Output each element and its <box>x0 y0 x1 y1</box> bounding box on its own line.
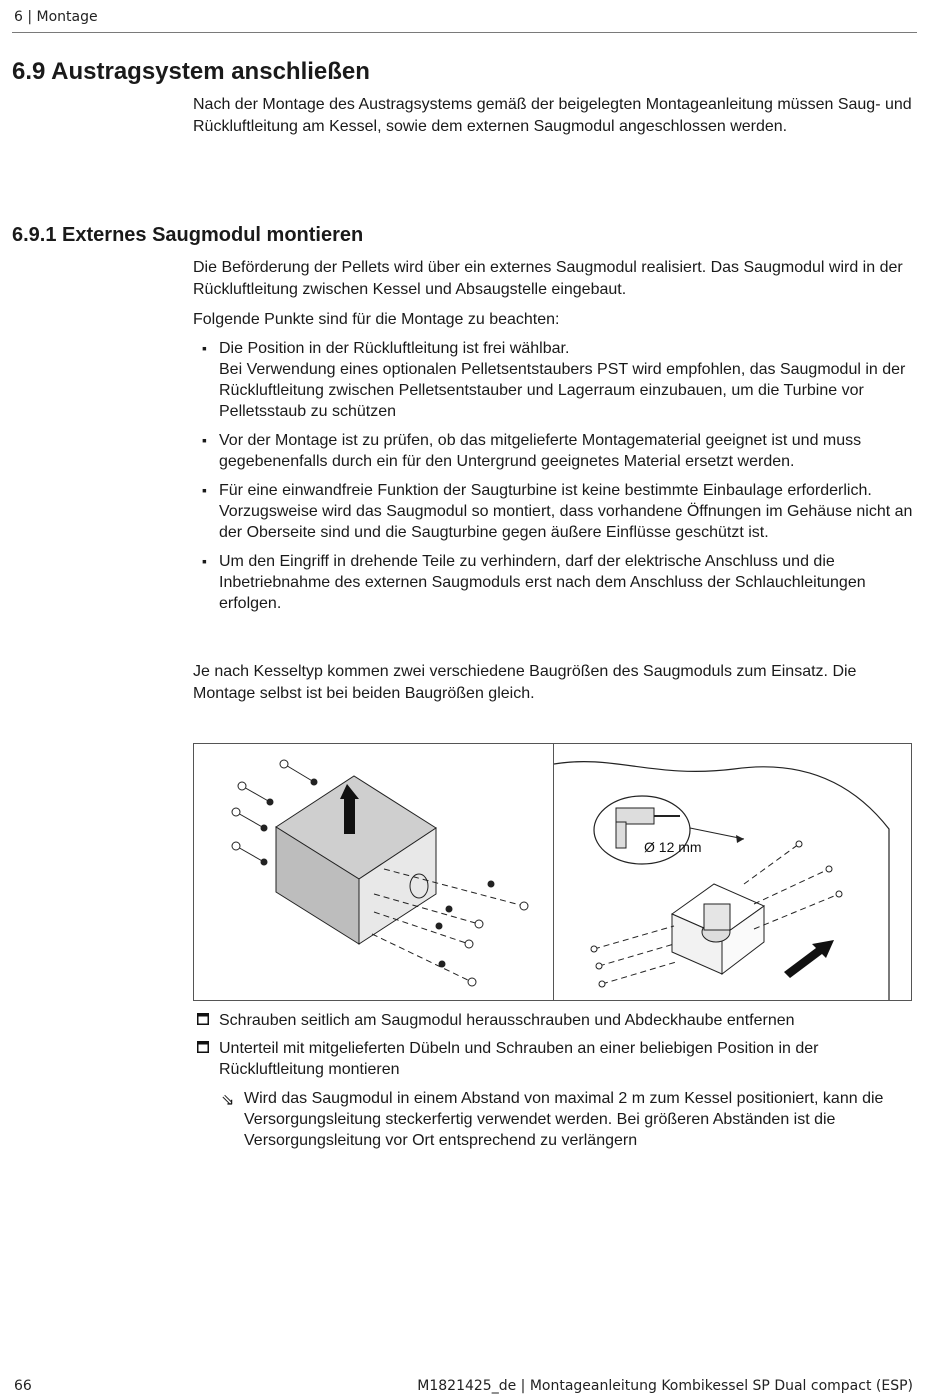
instruction-steps <box>193 1010 918 1087</box>
bullet-marker: ▪ <box>202 482 207 498</box>
list-item <box>193 338 918 422</box>
list-item <box>193 430 918 472</box>
result-arrow-icon: ⇘ <box>221 1092 235 1109</box>
list-item-text: Bei Verwendung eines optionalen Pelletsentstaubers PST wird empfohlen, das Saugmodul in der Rückluftleitung zwischen Pelletsentstauber und Lagerraum einzubauen, um die Turbine vor Pelletsstaub zu schützen <box>219 361 906 420</box>
bullet-marker: ▪ <box>202 432 207 448</box>
subsection-paragraph-1: Die Beförderung der Pellets wird über ein externes Saugmodul realisiert. Das Saugmodul wird in der Rückluftleitung zwischen Kessel und Absaugstelle eingebaut. <box>193 259 903 298</box>
step-text: Schrauben seitlich am Saugmodul herausschrauben und Abdeckhaube entfernen <box>219 1012 795 1029</box>
bullet-marker: ▪ <box>202 340 207 356</box>
step-text: Unterteil mit mitgelieferten Dübeln und Schrauben an einer beliebigen Position in der Rückluftleitung montieren <box>219 1040 819 1078</box>
list-item <box>193 480 918 543</box>
result-text: Wird das Saugmodul in einem Abstand von maximal 2 m zum Kessel positioniert, kann die Versorgungsleitung steckerfertig verwendet werden. Bei größeren Abständen ist die Versorgungsleitung vor Ort entsprechend zu verlängern <box>244 1090 884 1149</box>
subsection-paragraph-3: Je nach Kesseltyp kommen zwei verschiedene Baugrößen des Saugmoduls zum Einsatz. Die Montage selbst ist bei beiden Baugrößen gleich. <box>193 663 857 702</box>
list-item-text: Um den Eingriff in drehende Teile zu verhindern, darf der elektrische Anschluss und die Inbetriebnahme des externen Saugmoduls erst nach dem Anschluss der Schlauchleitungen erfolgen. <box>219 553 866 612</box>
step-item <box>193 1038 918 1080</box>
notes-list <box>193 338 918 622</box>
checkbox-icon <box>197 1013 209 1025</box>
section-intro: Nach der Montage des Austragsystems gemäß der beigelegten Montageanleitung müssen Saug- und Rückluftleitung am Kessel, sowie dem externen Saugmodul angeschlossen werden. <box>193 96 912 135</box>
list-item <box>193 551 918 614</box>
list-item-text: Die Position in der Rückluftleitung ist frei wählbar. <box>219 340 570 357</box>
drill-diameter-label: Ø 12 mm <box>644 839 702 855</box>
page-number: 66 <box>14 1378 32 1394</box>
list-item-text: Für eine einwandfreie Funktion der Saugturbine ist keine bestimmte Einbaulage erforderlich. Vorzugsweise wird das Saugmodul so montiert, dass vorhandene Öffnungen im Gehäuse nicht an der Oberseite sind und die Saugturbine gegen äußere Einflüsse geschützt ist. <box>219 482 913 541</box>
installation-figure <box>193 743 912 1001</box>
document-title: M1821425_de | Montageanleitung Kombikessel SP Dual compact (ESP) <box>417 1378 913 1394</box>
cover-removal-illustration <box>194 744 552 1000</box>
base-mounting-illustration <box>554 744 912 1000</box>
list-item-text: Vor der Montage ist zu prüfen, ob das mitgelieferte Montagematerial geeignet ist und muss gegebenenfalls durch ein für den Untergrund geeignetes Material ersetzt werden. <box>219 432 862 470</box>
checkbox-icon <box>197 1041 209 1053</box>
header-text: 6 | Montage <box>14 9 98 25</box>
page-header <box>12 8 917 33</box>
result-note <box>218 1088 918 1151</box>
subsection-paragraph-2: Folgende Punkte sind für die Montage zu beachten: <box>193 311 560 328</box>
subsection-title: 6.9.1 Externes Saugmodul montieren <box>12 224 364 246</box>
section-title: 6.9 Austragsystem anschließen <box>12 58 370 85</box>
bullet-marker: ▪ <box>202 553 207 569</box>
step-item <box>193 1010 918 1031</box>
